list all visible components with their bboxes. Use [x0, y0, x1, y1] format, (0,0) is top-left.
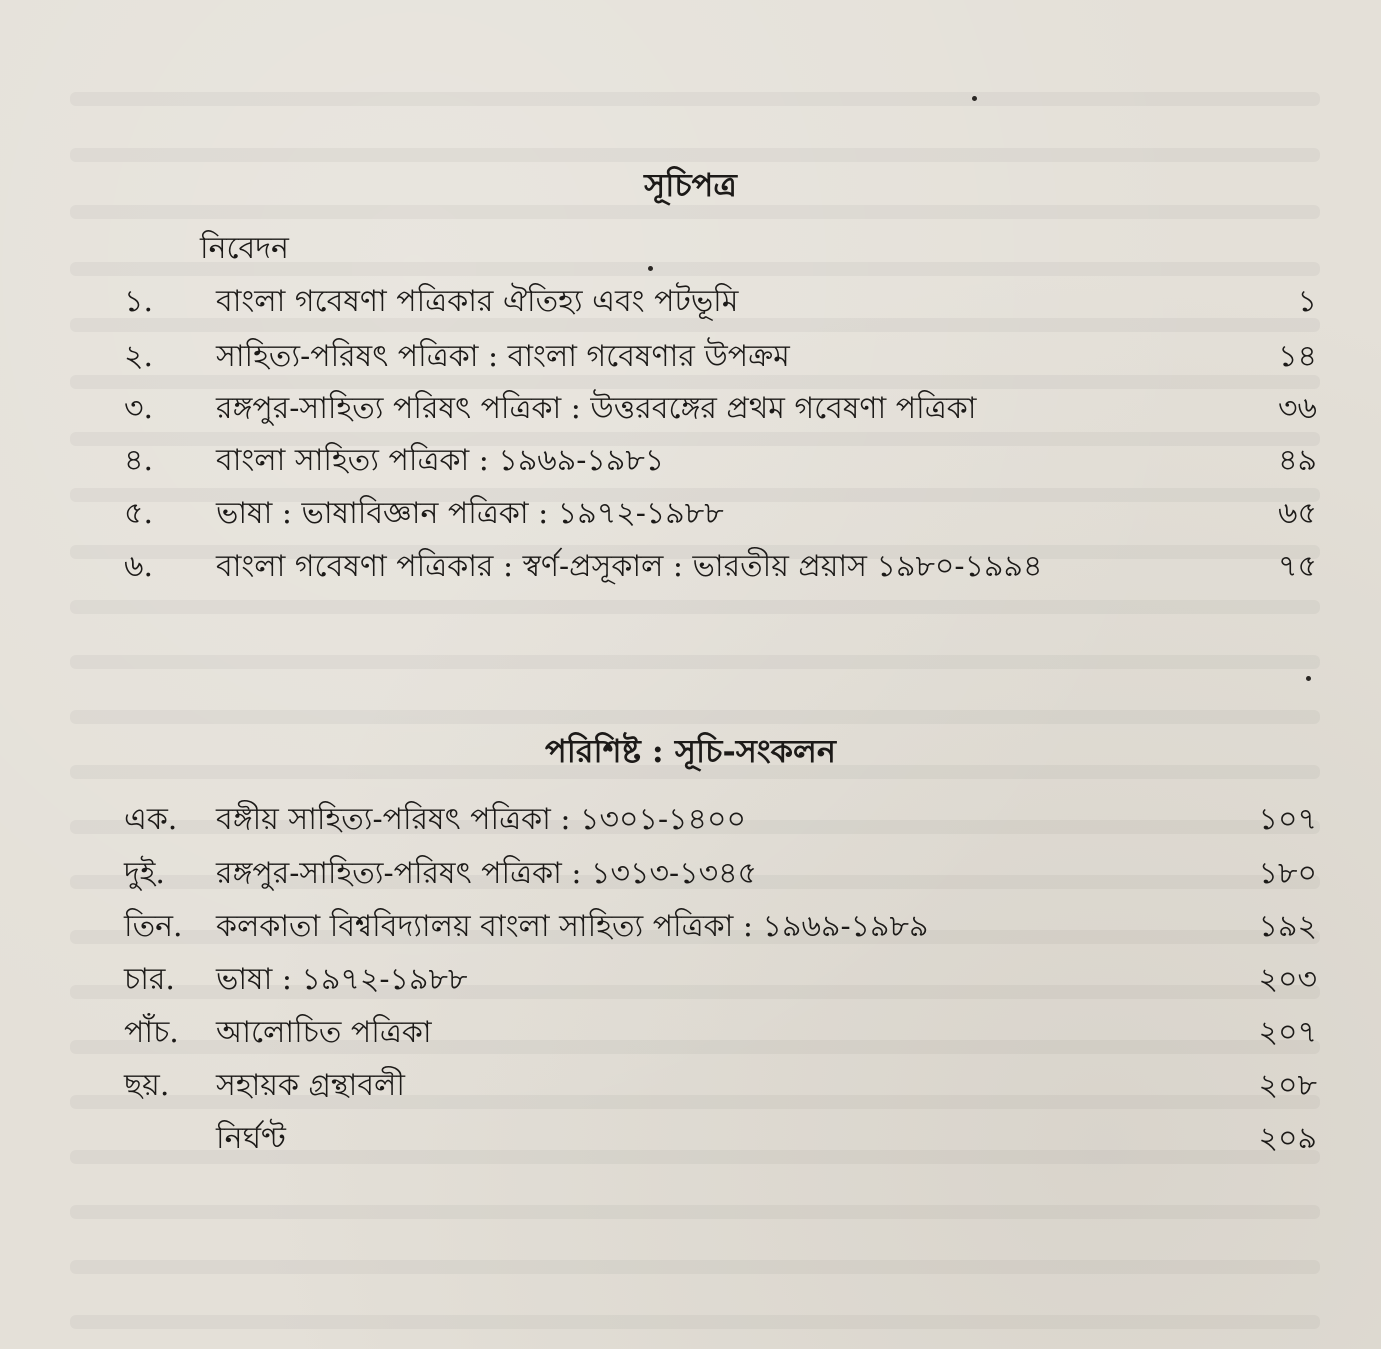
entry-page: ২০৩ — [1258, 962, 1317, 997]
appendix-heading: পরিশিষ্ট : সূচি-সংকলন — [545, 732, 836, 770]
ink-speck — [1306, 676, 1311, 681]
contents-entry — [0, 385, 1381, 433]
show-through-line — [70, 710, 1320, 724]
entry-page: ৩৬ — [1277, 391, 1317, 426]
contents-intro-row — [0, 225, 1381, 273]
entry-title: নির্ঘণ্ট — [216, 1121, 286, 1156]
show-through-line — [70, 600, 1320, 614]
entry-title: বঙ্গীয় সাহিত্য-পরিষৎ পত্রিকা : ১৩০১-১৪০০ — [216, 802, 747, 837]
entry-number: এক. — [124, 802, 178, 837]
entry-number: চার. — [124, 962, 175, 997]
entry-title: ভাষা : ভাষাবিজ্ঞান পত্রিকা : ১৯৭২-১৯৮৮ — [216, 496, 724, 531]
entry-number: ১. — [124, 284, 154, 319]
entry-title: বাংলা গবেষণা পত্রিকার : স্বর্ণ-প্রসূকাল : ভারতীয় প্রয়াস ১৯৮০-১৯৯৪ — [216, 549, 1043, 584]
entry-page: ৬৫ — [1278, 496, 1317, 531]
entry-number: ৫. — [124, 496, 154, 531]
entry-title: বাংলা গবেষণা পত্রিকার ঐতিহ্য এবং পটভূমি — [216, 284, 739, 319]
contents-entry — [0, 490, 1381, 538]
contents-entry — [0, 437, 1381, 485]
entry-page: ২০৯ — [1258, 1121, 1317, 1156]
entry-title: সহায়ক গ্রন্থাবলী — [216, 1068, 405, 1103]
entry-number: ২. — [124, 339, 154, 374]
entry-number: ৬. — [124, 549, 154, 584]
show-through-line — [70, 92, 1320, 106]
entry-page: ১ — [1297, 284, 1317, 319]
entry-page: ২০৭ — [1258, 1015, 1317, 1050]
entry-page: ৭৫ — [1278, 549, 1317, 584]
contents-entry — [0, 333, 1381, 381]
entry-number: ৪. — [124, 443, 154, 478]
entry-title: কলকাতা বিশ্ববিদ্যালয় বাংলা সাহিত্য পত্রিকা : ১৯৬৯-১৯৮৯ — [216, 909, 929, 944]
appendix-entry — [0, 956, 1381, 1004]
entry-title: রঙ্গপুর-সাহিত্য পরিষৎ পত্রিকা : উত্তরবঙ্গের প্রথম গবেষণা পত্রিকা — [216, 391, 977, 426]
entry-number: ছয়. — [124, 1068, 170, 1103]
entry-page: ৪৯ — [1278, 443, 1317, 478]
entry-number: তিন. — [124, 909, 183, 944]
contents-intro: নিবেদন — [200, 231, 289, 266]
entry-page: ১৮০ — [1258, 856, 1317, 891]
show-through-line — [70, 1205, 1320, 1219]
entry-title: সাহিত্য-পরিষৎ পত্রিকা : বাংলা গবেষণার উপক্রম — [216, 339, 790, 374]
appendix-entry — [0, 1009, 1381, 1057]
entry-page: ১৯২ — [1258, 909, 1317, 944]
entry-number: পাঁচ. — [124, 1015, 179, 1050]
entry-number: দুই. — [124, 856, 165, 891]
entry-title: বাংলা সাহিত্য পত্রিকা : ১৯৬৯-১৯৮১ — [216, 443, 665, 478]
show-through-line — [70, 1260, 1320, 1274]
contents-entry — [0, 278, 1381, 326]
entry-page: ১৪ — [1278, 339, 1317, 374]
appendix-entry — [0, 1115, 1381, 1163]
contents-heading: সূচিপত্র — [644, 166, 737, 204]
appendix-entry — [0, 1062, 1381, 1110]
show-through-line — [70, 655, 1320, 669]
entry-number: ৩. — [124, 391, 154, 426]
ink-speck — [972, 96, 977, 101]
entry-title: ভাষা : ১৯৭২-১৯৮৮ — [216, 962, 468, 997]
appendix-entry — [0, 850, 1381, 898]
entry-page: ১০৭ — [1258, 802, 1317, 837]
contents-entry — [0, 543, 1381, 591]
show-through-line — [70, 1315, 1320, 1329]
entry-page: ২০৮ — [1258, 1068, 1317, 1103]
appendix-entry — [0, 903, 1381, 951]
entry-title: আলোচিত পত্রিকা — [216, 1015, 432, 1050]
entry-title: রঙ্গপুর-সাহিত্য-পরিষৎ পত্রিকা : ১৩১৩-১৩৪৫ — [216, 856, 758, 891]
appendix-entry — [0, 796, 1381, 844]
